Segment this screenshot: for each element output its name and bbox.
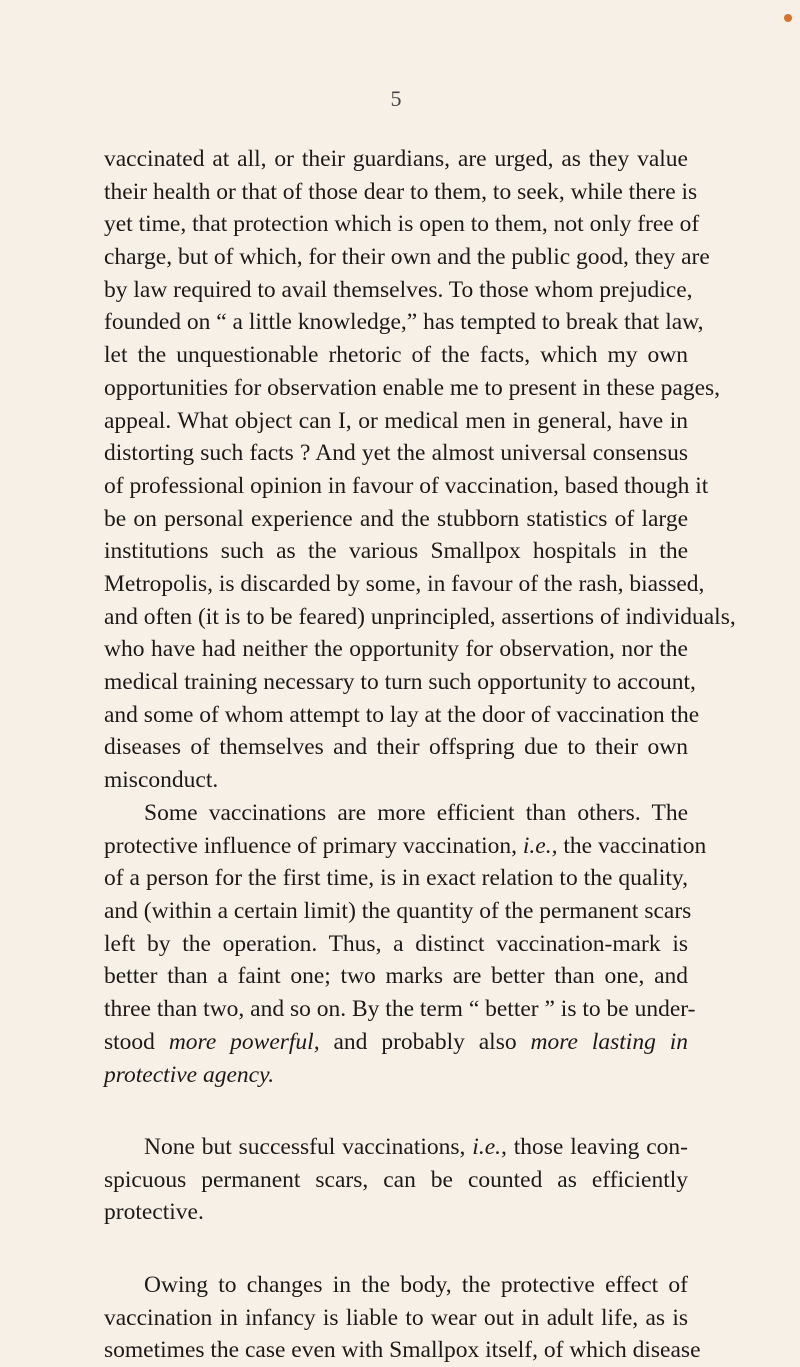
text-line: who have had neither the opportunity for observation, nor the xyxy=(104,636,688,663)
text-line: diseases of themselves and their offspring due to their own xyxy=(104,734,688,761)
text-line: yet time, that protection which is open to them, not only free of xyxy=(104,211,700,238)
text-line: spicuous permanent scars, can be counted as efficiently xyxy=(104,1166,688,1193)
text-line: None but successful vaccinations, i.e., those leaving con- xyxy=(144,1134,689,1160)
text-line: protective. xyxy=(104,1199,204,1226)
text-line: Metropolis, is discarded by some, in favour of the rash, biassed, xyxy=(104,570,705,597)
text-line: three than two, and so on. By the term “ better ” is to be under- xyxy=(104,996,696,1023)
text-line: founded on “ a little knowledge,” has tempted to break that law, xyxy=(104,309,704,336)
text-line: and often (it is to be feared) unprincipled, assertions of individuals, xyxy=(104,603,736,630)
text-line: Some vaccinations are more efficient than others. The xyxy=(144,800,688,826)
text-line: Owing to changes in the body, the protective effect of xyxy=(144,1272,688,1298)
text-line: sometimes the case even with Smallpox itself, of which disease xyxy=(104,1337,701,1364)
paragraph-1 xyxy=(104,143,736,797)
text-line: of professional opinion in favour of vaccination, based though it xyxy=(104,472,709,499)
text-line: and (within a certain limit) the quantity of the permanent scars xyxy=(104,898,692,925)
text-line: and some of whom attempt to lay at the door of vaccination the xyxy=(104,701,700,728)
text-line: misconduct. xyxy=(104,767,219,794)
text-line: let the unquestionable rhetoric of the facts, which my own xyxy=(104,342,688,369)
text-line: charge, but of which, for their own and the public good, they are xyxy=(104,244,710,271)
text-line: appeal. What object can I, or medical men in general, have in xyxy=(104,407,688,434)
text-line: better than a faint one; two marks are better than one, and xyxy=(104,963,688,990)
text-line: stood more powerful, and probably also more lasting in xyxy=(104,1028,688,1055)
text-line: opportunities for observation enable me to present in these pages, xyxy=(104,374,721,401)
text-line: vaccinated at all, or their guardians, are urged, as they value xyxy=(104,146,688,172)
text-line: protective influence of primary vaccination, i.e., the vaccination xyxy=(104,832,707,859)
text-line: be on personal experience and the stubborn statistics of large xyxy=(104,505,688,532)
text-line: by law required to avail themselves. To those whom prejudice, xyxy=(104,276,693,303)
text-line: protective agency. xyxy=(104,1061,275,1088)
corner-mark xyxy=(784,14,792,22)
text-line: vaccination in infancy is liable to wear out in adult life, as is xyxy=(104,1304,688,1331)
paragraph-2 xyxy=(104,797,707,1091)
text-line: medical training necessary to turn such opportunity to account, xyxy=(104,669,696,695)
text-line: distorting such facts ? And yet the almost universal consensus xyxy=(104,440,688,467)
text-line: left by the operation. Thus, a distinct vaccination-mark is xyxy=(104,930,688,957)
text-line: their health or that of those dear to them, to seek, while there is xyxy=(104,178,698,205)
paragraph-4 xyxy=(104,1269,701,1367)
text-line: institutions such as the various Smallpox hospitals in the xyxy=(104,538,688,565)
page-number: 5 xyxy=(390,86,402,111)
paragraph-3 xyxy=(104,1131,688,1229)
text-line: of a person for the first time, is in exact relation to the quality, xyxy=(104,865,688,892)
